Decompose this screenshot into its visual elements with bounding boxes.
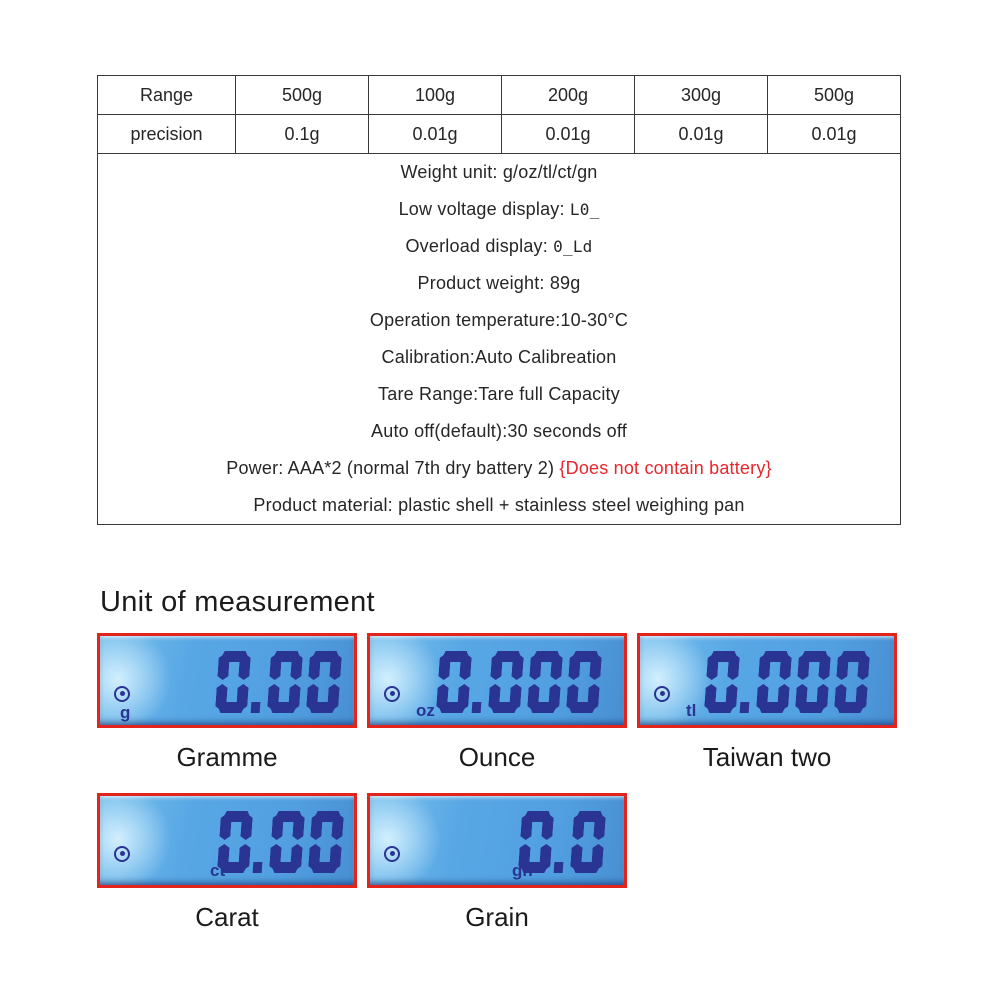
- table-cell: 300g: [635, 76, 768, 115]
- lcd-screen-gramme: [97, 633, 357, 728]
- table-cell: 500g: [236, 76, 369, 115]
- spec-box: [97, 75, 901, 525]
- table-cell: 500g: [768, 76, 901, 115]
- stability-indicator-icon: [114, 846, 130, 862]
- spec-line-product-material: [98, 487, 900, 524]
- table-cell: 0.01g: [768, 115, 901, 154]
- spec-text: Low voltage display:: [398, 199, 570, 219]
- stability-indicator-icon: [384, 846, 400, 862]
- lcd-unit-label: ct: [210, 861, 226, 880]
- stability-indicator-icon: [114, 686, 130, 702]
- lcd-row-2: [97, 793, 627, 933]
- lcd-screen-carat: [97, 793, 357, 888]
- table-cell: 0.01g: [502, 115, 635, 154]
- spec-text: Product material: plastic shell + stainless steel weighing pan: [253, 495, 745, 515]
- spec-text: Power: AAA*2 (normal 7th dry battery 2): [226, 458, 560, 478]
- table-cell: 0.1g: [236, 115, 369, 154]
- display-label-grain: Grain: [465, 902, 529, 932]
- lcd-display-ounce: [367, 633, 627, 773]
- spec-line-overload: [98, 228, 900, 265]
- table-cell: 0.01g: [635, 115, 768, 154]
- spec-text: Auto off(default):30 seconds off: [371, 421, 627, 441]
- spec-list: [98, 154, 901, 525]
- lcd-unit-label: g: [120, 703, 131, 722]
- lcd-row-1: [97, 633, 897, 773]
- display-label-carat: Carat: [195, 902, 259, 932]
- lcd-display-grain: [367, 793, 627, 933]
- range-row: [98, 76, 901, 115]
- lcd-screen-ounce: [367, 633, 627, 728]
- stability-indicator-icon: [384, 686, 400, 702]
- spec-text: Tare Range:Tare full Capacity: [378, 384, 620, 404]
- lcd-screen-taiwan-two: [637, 633, 897, 728]
- spec-lcd-text: L0_: [569, 200, 600, 219]
- lcd-unit-label: tl: [686, 701, 697, 720]
- display-label-ounce: Ounce: [458, 742, 536, 772]
- display-label-gramme: Gramme: [176, 742, 278, 772]
- lcd-digits: [212, 811, 342, 873]
- units-section-title: Unit of measurement: [100, 586, 375, 618]
- spec-line-power: [98, 450, 900, 487]
- lcd-unit-label: oz: [416, 701, 435, 720]
- table-cell-precision-header: precision: [98, 115, 236, 154]
- lcd-display-gramme: [97, 633, 357, 773]
- spec-line-operation-temperature: [98, 302, 900, 339]
- lcd-digits: [699, 651, 868, 713]
- lcd-display-taiwan-two: [637, 633, 897, 773]
- stability-indicator-icon: [654, 686, 670, 702]
- spec-lcd-text: 0_Ld: [553, 237, 593, 256]
- spec-line-product-weight: [98, 265, 900, 302]
- lcd-digits: [431, 651, 600, 713]
- table-cell: 200g: [502, 76, 635, 115]
- spec-text: Overload display:: [405, 236, 554, 256]
- spec-line-low-voltage: [98, 191, 900, 228]
- table-cell: 100g: [369, 76, 502, 115]
- display-label-taiwan-two: Taiwan two: [702, 742, 832, 772]
- spec-line-calibration: [98, 339, 900, 376]
- spec-text: Operation temperature:10-30°C: [369, 310, 629, 330]
- spec-text: Weight unit: g/oz/tl/ct/gn: [400, 162, 598, 182]
- spec-text: Calibration:Auto Calibreation: [381, 347, 617, 367]
- table-cell: 0.01g: [369, 115, 502, 154]
- spec-line-weight-unit: [98, 154, 900, 191]
- lcd-screen-grain: [367, 793, 627, 888]
- spec-line-auto-off: [98, 413, 900, 450]
- lcd-digits: [210, 651, 340, 713]
- spec-text: Product weight: 89g: [417, 273, 581, 293]
- lcd-unit-label: gn: [512, 861, 533, 880]
- table-cell-range-header: Range: [98, 76, 236, 115]
- no-battery-note: {Does not contain battery}: [559, 458, 772, 478]
- spec-line-tare-range: [98, 376, 900, 413]
- precision-row: [98, 115, 901, 154]
- lcd-display-carat: [97, 793, 357, 933]
